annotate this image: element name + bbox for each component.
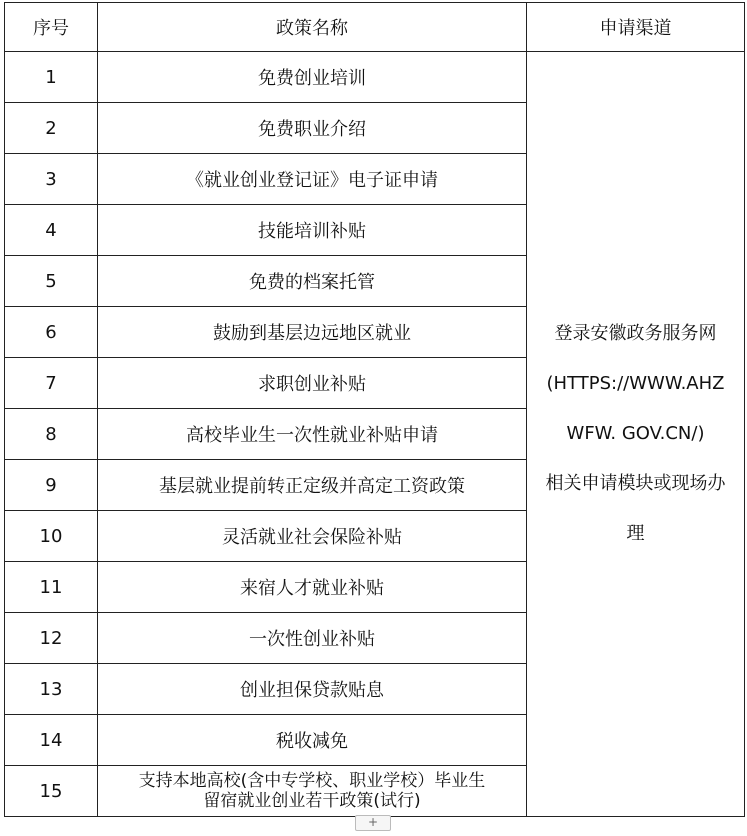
row-index: 13 [5, 664, 98, 715]
row-index: 9 [5, 460, 98, 511]
expand-table-button[interactable]: + [355, 815, 391, 831]
policy-name: 《就业创业登记证》电子证申请 [98, 154, 527, 205]
policy-name: 基层就业提前转正定级并高定工资政策 [98, 460, 527, 511]
row-index: 15 [5, 766, 98, 817]
channel-line: 登录安徽政务服务网 [554, 323, 717, 344]
row-index: 12 [5, 613, 98, 664]
policy-name-line: 留宿就业创业若干政策(试行) [203, 791, 421, 811]
channel-line: WFW. GOV.CN/) [566, 423, 705, 444]
row-index: 2 [5, 103, 98, 154]
table-header-row [5, 3, 745, 52]
policy-name-line: 支持本地高校(含中专学校、职业学校）毕业生 [138, 771, 486, 791]
policy-name: 创业担保贷款贴息 [98, 664, 527, 715]
policy-name: 高校毕业生一次性就业补贴申请 [98, 409, 527, 460]
row-index: 11 [5, 562, 98, 613]
policy-name: 税收减免 [98, 715, 527, 766]
row-index: 7 [5, 358, 98, 409]
row-index: 10 [5, 511, 98, 562]
policy-name: 一次性创业补贴 [98, 613, 527, 664]
channel-line: (HTTPS://WWW.AHZ [546, 373, 725, 394]
header-index: 序号 [5, 3, 98, 52]
policy-name: 技能培训补贴 [98, 205, 527, 256]
policy-name: 免费的档案托管 [98, 256, 527, 307]
policy-name: 求职创业补贴 [98, 358, 527, 409]
row-index: 6 [5, 307, 98, 358]
policy-table [4, 2, 745, 817]
table-row [5, 52, 745, 103]
header-policy-name: 政策名称 [98, 3, 527, 52]
policy-name: 灵活就业社会保险补贴 [98, 511, 527, 562]
row-index: 4 [5, 205, 98, 256]
policy-name: 来宿人才就业补贴 [98, 562, 527, 613]
policy-name: 鼓励到基层边远地区就业 [98, 307, 527, 358]
channel-line: 理 [626, 523, 645, 544]
row-index: 5 [5, 256, 98, 307]
row-index: 1 [5, 52, 98, 103]
policy-name: 免费职业介绍 [98, 103, 527, 154]
policy-name: 免费创业培训 [98, 52, 527, 103]
row-index: 14 [5, 715, 98, 766]
channel-line: 相关申请模块或现场办 [545, 473, 726, 494]
header-channel: 申请渠道 [527, 3, 745, 52]
row-index: 8 [5, 409, 98, 460]
row-index: 3 [5, 154, 98, 205]
application-channel [527, 52, 745, 817]
policy-name [98, 766, 527, 817]
